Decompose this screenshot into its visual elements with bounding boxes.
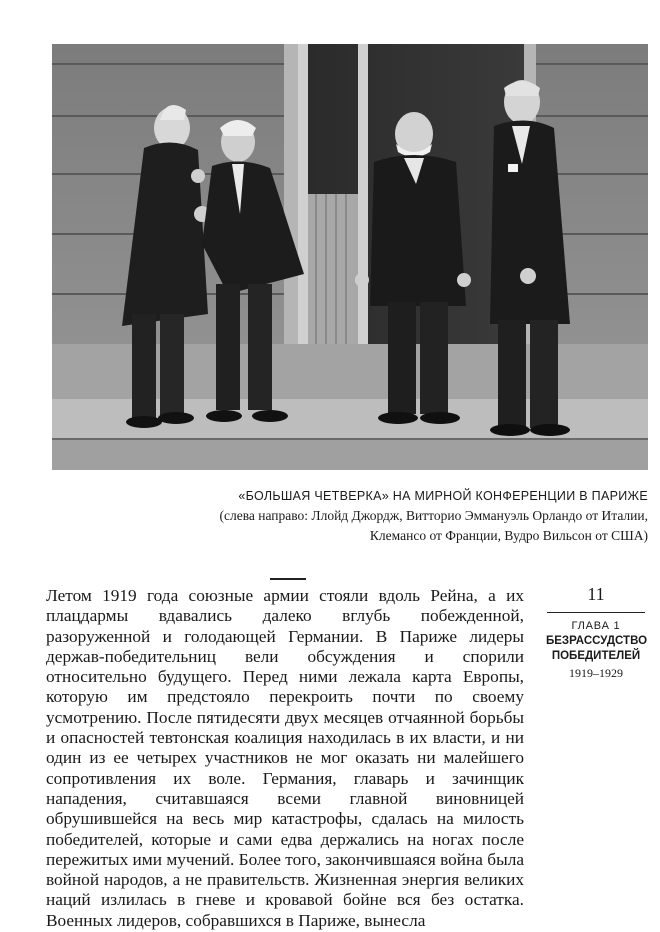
chapter-label: ГЛАВА 1 (571, 620, 621, 632)
caption-title: «БОЛЬШАЯ ЧЕТВЕРКА» НА МИРНОЙ КОНФЕРЕНЦИИ В ПАРИЖЕ (238, 489, 648, 503)
photo-caption (88, 486, 648, 546)
caption-line-1: (слева направо: Ллойд Джордж, Витторио Эммануэль Орландо от Италии, (219, 508, 648, 523)
side-rule (547, 612, 645, 613)
section-divider (270, 578, 306, 580)
photograph (52, 44, 648, 470)
chapter-title-line-1: БЕЗРАССУДСТВО (546, 635, 648, 647)
big-four-photo-illustration (52, 44, 648, 470)
body-paragraph: Летом 1919 года союзные армии стояли вдоль Рейна, а их плацдармы вдавались далеко вглубь побежденной, разоруженной и голодающей Германии. В Париже лидеры держав-победительниц вели обсуждения и спорили относительно будущего. Перед ними лежала карта Европы, которую им предстояло перекроить почти по своему усмотрению. После пятидесяти двух месяцев отчаянной борьбы и опасностей тевтонская коалиция находилась в их власти, и ни один из ее четырех участников не мог оказать ни малейшего сопротивления их воле. Германия, главарь и зачинщик нападения, считавшаяся всеми главной виновницей обрушившейся на весь мир катастрофы, сдалась на милость победителей, которые и сами едва держались на ногах после пережитых ими мучений. Более того, закончившаяся война была войной народов, а не правительств. Жизненная энергия великих наций излилась в гневе и кровавой бойне вся без остатка. Военных лидеров, собравшихся в Париже, вынесла (46, 586, 524, 930)
chapter-years: 1919–1929 (569, 666, 623, 680)
caption-line-2: Клемансо от Франции, Вудро Вильсон от США) (369, 528, 648, 543)
chapter-title-line-2: ПОБЕДИТЕЛЕЙ (551, 650, 641, 662)
page-number: 11 (587, 584, 605, 604)
body-text (46, 586, 524, 931)
side-column (546, 582, 646, 682)
